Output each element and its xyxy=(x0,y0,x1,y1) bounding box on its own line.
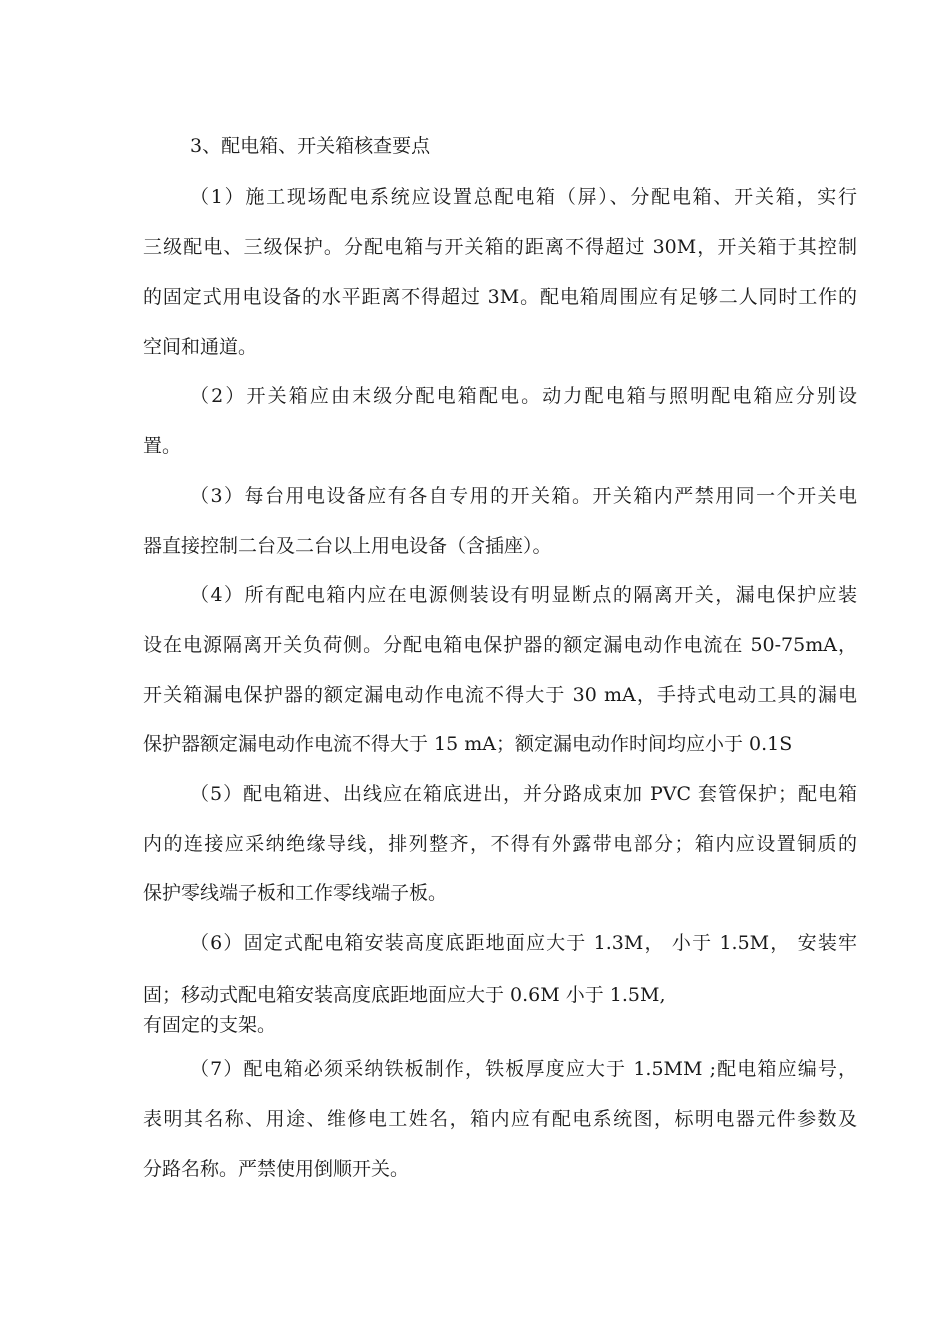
paragraph-line: 的固定式用电设备的水平距离不得超过 3M。配电箱周围应有足够二人同时工作的 xyxy=(143,286,857,308)
paragraph-line: 空间和通道。 xyxy=(143,336,258,358)
paragraph-line: 开关箱漏电保护器的额定漏电动作电流不得大于 30 mA，手持式电动工具的漏电 xyxy=(143,684,857,706)
paragraph-line: 固；移动式配电箱安装高度底距地面应大于 0.6M 小于 1.5M, xyxy=(143,984,666,1006)
paragraph-line: 表明其名称、用途、维修电工姓名，箱内应有配电系统图，标明电器元件参数及 xyxy=(143,1108,857,1130)
paragraph-line: （6）固定式配电箱安装高度底距地面应大于 1.3M， 小于 1.5M， 安装牢 xyxy=(190,932,857,954)
paragraph-line: 置。 xyxy=(143,435,182,457)
paragraph-line: 器直接控制二台及二台以上用电设备（含插座）。 xyxy=(143,535,552,557)
paragraph-line: 保护零线端子板和工作零线端子板。 xyxy=(143,882,448,904)
paragraph-line: 有固定的支架。 xyxy=(143,1014,277,1036)
paragraph-line: 三级配电、三级保护。分配电箱与开关箱的距离不得超过 30M，开关箱于其控制 xyxy=(143,236,857,258)
paragraph-line: （5）配电箱进、出线应在箱底进出，并分路成束加 PVC 套管保护；配电箱 xyxy=(190,783,857,805)
paragraph-line: （2）开关箱应由末级分配电箱配电。动力配电箱与照明配电箱应分别设 xyxy=(190,385,857,407)
paragraph-line: （3）每台用电设备应有各自专用的开关箱。开关箱内严禁用同一个开关电 xyxy=(190,485,857,507)
paragraph-line: 保护器额定漏电动作电流不得大于 15 mA；额定漏电动作时间均应小于 0.1S xyxy=(143,733,793,755)
paragraph-line: （4）所有配电箱内应在电源侧装设有明显断点的隔离开关，漏电保护应装 xyxy=(190,584,857,606)
paragraph-line: （1）施工现场配电系统应设置总配电箱（屏）、分配电箱、开关箱，实行 xyxy=(190,186,857,208)
paragraph-line: 设在电源隔离开关负荷侧。分配电箱电保护器的额定漏电动作电流在 50-75mA， xyxy=(143,634,857,656)
paragraph-line: （7）配电箱必须采纳铁板制作，铁板厚度应大于 1.5MM ;配电箱应编号， xyxy=(190,1058,857,1080)
paragraph-line: 分路名称。严禁使用倒顺开关。 xyxy=(143,1158,410,1180)
paragraph-line: 内的连接应采纳绝缘导线，排列整齐，不得有外露带电部分；箱内应设置铜质的 xyxy=(143,833,857,855)
section-heading: 3、配电箱、开关箱核查要点 xyxy=(190,135,431,157)
